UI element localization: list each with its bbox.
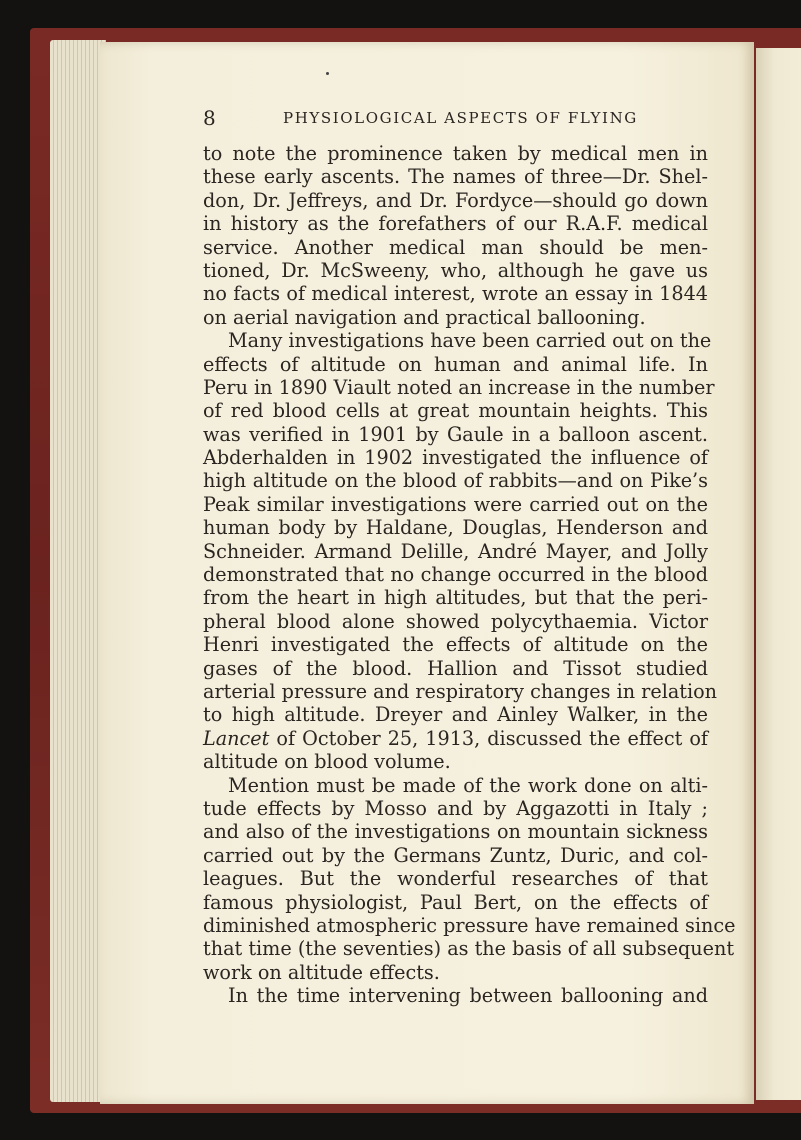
page-speck: [326, 72, 329, 75]
text-line: demonstrated that no change occurred in the blood: [203, 563, 708, 587]
facing-page: [756, 48, 801, 1100]
text-line: tude effects by Mosso and by Aggazotti in Italy ;: [203, 796, 708, 820]
text-line: Abderhalden in 1902 investigated the influence of: [203, 446, 708, 470]
text-line: these early ascents. The names of three—Dr. Shel-: [203, 165, 708, 189]
text-line: was verified in 1901 by Gaule in a balloon ascent.: [203, 422, 708, 446]
page-edges: [50, 40, 106, 1102]
text-line: Peak similar investigations were carried out on the: [203, 492, 708, 516]
text-line: human body by Haldane, Douglas, Henderson and: [203, 516, 708, 540]
text-line: pheral blood alone showed polycythaemia. Victor: [203, 609, 708, 633]
running-title: PHYSIOLOGICAL ASPECTS OF FLYING: [283, 109, 638, 127]
text-line: and also of the investigations on mountain sickness: [203, 820, 708, 844]
text-line: to note the prominence taken by medical men in: [203, 142, 708, 165]
body-text: [203, 142, 736, 1008]
text-line: effects of altitude on human and animal life. In: [203, 352, 708, 376]
text-line: on aerial navigation and practical ballooning.: [203, 305, 646, 329]
text-line: Peru in 1890 Viault noted an increase in the number: [203, 375, 715, 399]
text-line: work on altitude effects.: [203, 960, 440, 984]
text-line-rest: of October 25, 1913, discussed the effect of: [276, 726, 708, 750]
text-line: altitude on blood volume.: [203, 750, 451, 774]
text-line: carried out by the Germans Zuntz, Duric, and col-: [203, 843, 708, 867]
text-line: of red blood cells at great mountain heights. This: [203, 399, 708, 423]
text-line: famous physiologist, Paul Bert, on the effects of: [203, 890, 708, 914]
text-line: in history as the forefathers of our R.A.F. medical: [203, 212, 708, 236]
text-line: gases of the blood. Hallion and Tissot studied: [203, 656, 708, 680]
text-line: Schneider. Armand Delille, André Mayer, and Jolly: [203, 539, 708, 563]
text-line: from the heart in high altitudes, but that the peri-: [203, 586, 708, 610]
text-line: don, Dr. Jeffreys, and Dr. Fordyce—should go down: [203, 188, 708, 212]
running-head: [203, 106, 703, 134]
text-line: leagues. But the wonderful researches of that: [203, 867, 708, 891]
page-number: 8: [203, 106, 216, 130]
text-line: that time (the seventies) as the basis of all subsequent: [203, 937, 735, 961]
text-line: In the time intervening between ballooning and: [228, 984, 708, 1008]
text-line: Henri investigated the effects of altitude on the: [203, 633, 708, 657]
text-line: to high altitude. Dreyer and Ainley Walker, in the: [203, 703, 708, 727]
text-line: high altitude on the blood of rabbits—and on Pike’s: [203, 469, 708, 493]
text-line: Many investigations have been carried out on the: [228, 329, 712, 353]
text-line: no facts of medical interest, wrote an essay in 1844: [203, 282, 708, 306]
text-line: diminished atmospheric pressure have remained since: [203, 913, 736, 937]
journal-title: Lancet: [203, 726, 270, 750]
text-line: tioned, Dr. McSweeny, who, although he gave us: [203, 258, 708, 282]
text-line: arterial pressure and respiratory changes in relation: [203, 679, 718, 703]
text-line-with-italic: [203, 727, 708, 750]
text-line: Mention must be made of the work done on alti-: [228, 773, 708, 797]
text-line: service. Another medical man should be men-: [203, 235, 708, 259]
